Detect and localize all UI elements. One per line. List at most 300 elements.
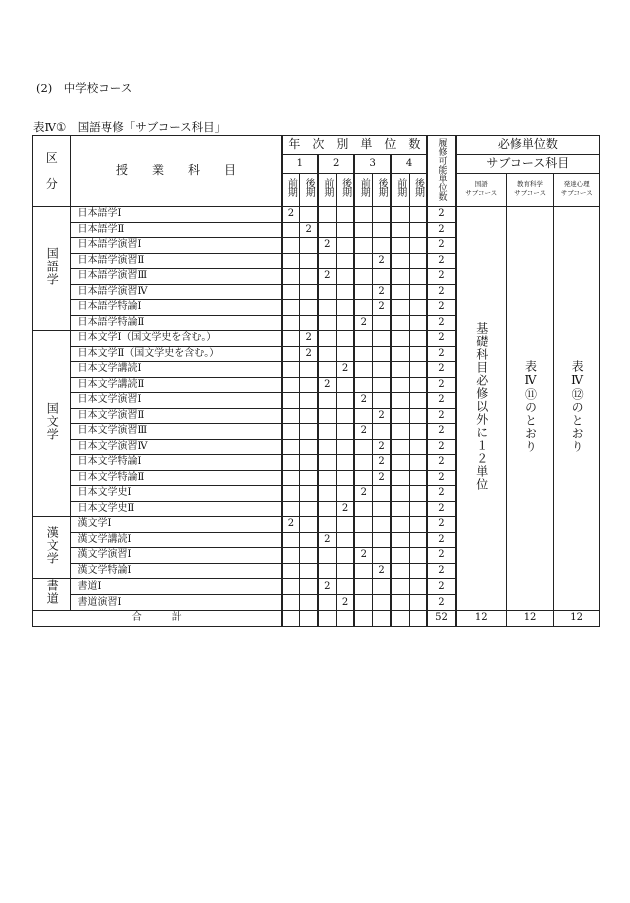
term-credit [409,424,427,440]
term-credit [336,393,354,409]
subcourse-header: サブコース科目 [456,154,600,173]
table-row [33,207,600,223]
term-credit [354,253,372,269]
total-possible: 52 [427,611,455,627]
note-kyoiku: 表Ⅳ⑪のとおり [506,207,554,611]
subject-name: 日本文学講読Ⅱ [71,377,282,393]
term-credit [300,393,318,409]
term-credit: 2 [373,455,391,471]
subject-name: 漢文学講読Ⅰ [71,532,282,548]
term-credit [354,269,372,285]
subcourse-kokugo: 国語 サブコース [456,173,507,206]
term-credit [318,393,336,409]
term-credit [391,269,409,285]
term-credit [282,470,300,486]
note-kokugo: 基礎科目必修以外に１２単位 [456,207,507,611]
term-credit [409,284,427,300]
term-credit [354,222,372,238]
total-required: 12 [506,611,554,627]
term-second: 後期 [336,173,354,206]
term-credit [391,439,409,455]
possible-credits: 2 [427,595,455,611]
term-first: 前期 [282,173,300,206]
subject-name: 日本語学演習Ⅰ [71,238,282,254]
term-credit [282,300,300,316]
subject-name: 日本語学演習Ⅲ [71,269,282,285]
possible-credits: 2 [427,470,455,486]
term-credit [409,222,427,238]
term-credit [391,315,409,331]
term-credit [318,548,336,564]
term-credit [336,548,354,564]
term-credit [300,455,318,471]
term-credit [300,362,318,378]
possible-credits: 2 [427,548,455,564]
term-credit: 2 [373,563,391,579]
term-credit [318,595,336,611]
possible-credits: 2 [427,269,455,285]
term-credit [282,563,300,579]
subject-name: 日本語学Ⅱ [71,222,282,238]
subject-name: 日本文学講読Ⅰ [71,362,282,378]
term-second: 後期 [300,173,318,206]
term-credit [373,222,391,238]
year-4: 4 [391,154,427,173]
year-group-header: 年 次 別 単 位 数 [282,136,428,155]
term-credit [300,315,318,331]
term-credit [300,470,318,486]
total-required: 12 [456,611,507,627]
term-credit [318,362,336,378]
term-credit [391,470,409,486]
possible-credits: 2 [427,238,455,254]
term-second: 後期 [409,173,427,206]
term-credit [336,439,354,455]
term-credit [336,238,354,254]
category-header: 区 分 [33,136,71,207]
term-credit [318,222,336,238]
term-credit [336,207,354,223]
term-credit [300,579,318,595]
total-row [33,611,600,627]
note-hattatsu: 表Ⅳ⑫のとおり [554,207,600,611]
year-2: 2 [318,154,354,173]
term-credit [409,377,427,393]
term-credit [354,238,372,254]
term-credit: 2 [336,362,354,378]
term-credit: 2 [354,393,372,409]
term-credit: 2 [300,346,318,362]
possible-credits: 2 [427,315,455,331]
term-credit [409,455,427,471]
total-term-empty [300,611,318,627]
term-credit [354,377,372,393]
possible-credits: 2 [427,222,455,238]
term-credit: 2 [373,300,391,316]
term-credit [300,284,318,300]
term-credit [354,470,372,486]
term-credit [282,501,300,517]
term-credit [282,439,300,455]
term-credit [300,517,318,533]
possible-credits: 2 [427,284,455,300]
possible-credits: 2 [427,439,455,455]
term-credit [391,486,409,502]
total-term-empty [318,611,336,627]
term-credit [318,439,336,455]
subject-name: 日本文学特論Ⅱ [71,470,282,486]
term-credit [354,563,372,579]
term-credit: 2 [318,238,336,254]
term-first: 前期 [354,173,372,206]
term-credit [373,315,391,331]
term-credit [373,207,391,223]
total-term-empty [391,611,409,627]
term-credit: 2 [373,470,391,486]
term-credit [373,377,391,393]
term-credit [409,548,427,564]
term-credit [282,269,300,285]
term-credit [300,269,318,285]
term-credit [391,346,409,362]
term-credit [391,300,409,316]
subcourse-hattatsu: 発達心理 サブコース [554,173,600,206]
term-credit [318,517,336,533]
subject-name: 書道Ⅰ [71,579,282,595]
term-credit [373,595,391,611]
term-credit [336,253,354,269]
term-credit [336,284,354,300]
term-credit [300,424,318,440]
possible-credits: 2 [427,207,455,223]
term-credit: 2 [318,377,336,393]
term-credit [318,424,336,440]
term-credit [282,253,300,269]
term-credit [354,346,372,362]
category-cell: 書道 [33,579,71,611]
total-term-empty [373,611,391,627]
term-credit [300,408,318,424]
possible-credits: 2 [427,455,455,471]
term-credit [354,362,372,378]
term-credit: 2 [318,269,336,285]
subject-header: 授 業 科 目 [71,136,282,207]
term-credit [391,548,409,564]
term-credit [282,424,300,440]
term-credit [300,486,318,502]
term-credit [336,424,354,440]
subject-name: 日本文学特論Ⅰ [71,455,282,471]
possible-credits: 2 [427,532,455,548]
subject-name: 書道演習Ⅰ [71,595,282,611]
term-credit [318,486,336,502]
term-credit [336,455,354,471]
term-credit: 2 [373,408,391,424]
term-credit [282,362,300,378]
term-credit [318,253,336,269]
term-credit [409,207,427,223]
term-credit: 2 [318,532,336,548]
term-credit [409,315,427,331]
term-credit [409,579,427,595]
term-credit [318,470,336,486]
term-credit [373,532,391,548]
term-credit [300,439,318,455]
term-credit [391,424,409,440]
term-credit [354,331,372,347]
term-credit [282,346,300,362]
term-credit [300,253,318,269]
total-term-empty [409,611,427,627]
subject-name: 日本文学演習Ⅳ [71,439,282,455]
term-credit [354,517,372,533]
term-credit [282,393,300,409]
possible-credits: 2 [427,300,455,316]
term-credit [409,300,427,316]
term-credit [391,532,409,548]
subject-name: 日本文学史Ⅰ [71,486,282,502]
term-credit [336,532,354,548]
subject-name: 日本語学特論Ⅰ [71,300,282,316]
term-credit: 2 [354,424,372,440]
term-credit [409,470,427,486]
term-credit: 2 [318,579,336,595]
term-credit [282,315,300,331]
subject-name: 日本文学演習Ⅱ [71,408,282,424]
term-credit [373,548,391,564]
term-credit [336,517,354,533]
term-credit [409,517,427,533]
term-credit [373,331,391,347]
term-credit [336,408,354,424]
term-credit: 2 [300,222,318,238]
subject-name: 日本語学Ⅰ [71,207,282,223]
term-credit [391,331,409,347]
term-credit [391,579,409,595]
subject-name: 日本文学演習Ⅰ [71,393,282,409]
possible-credits: 2 [427,346,455,362]
category-cell: 国語学 [33,207,71,331]
term-credit [391,253,409,269]
term-credit [282,331,300,347]
possible-credits: 2 [427,393,455,409]
term-credit [409,346,427,362]
possible-credits-header: 履修可能単位数 [427,136,455,207]
term-credit [373,501,391,517]
term-credit [282,284,300,300]
possible-credits: 2 [427,331,455,347]
possible-credits: 2 [427,486,455,502]
possible-credits: 2 [427,563,455,579]
term-first: 前期 [318,173,336,206]
term-credit [391,284,409,300]
term-credit [354,455,372,471]
term-credit [354,284,372,300]
term-credit: 2 [373,439,391,455]
term-credit [409,532,427,548]
term-credit [282,532,300,548]
term-credit [373,424,391,440]
term-credit [318,207,336,223]
subject-name: 日本文学史Ⅱ [71,501,282,517]
term-credit [391,408,409,424]
term-credit [391,362,409,378]
curriculum-table [32,135,600,627]
term-credit [318,501,336,517]
section-heading: (2) 中学校コース [36,81,133,95]
term-credit [282,455,300,471]
total-term-empty [354,611,372,627]
term-credit [336,377,354,393]
term-credit [354,207,372,223]
term-credit [282,579,300,595]
term-credit [409,238,427,254]
subject-name: 日本語学演習Ⅳ [71,284,282,300]
term-credit [409,362,427,378]
term-credit [318,563,336,579]
term-credit [391,563,409,579]
subject-name: 日本語学特論Ⅱ [71,315,282,331]
term-credit [300,501,318,517]
term-credit: 2 [336,595,354,611]
term-credit [336,315,354,331]
term-credit [282,222,300,238]
term-credit [336,486,354,502]
possible-credits: 2 [427,362,455,378]
subject-name: 漢文学特論Ⅰ [71,563,282,579]
year-1: 1 [282,154,318,173]
term-credit [409,253,427,269]
term-credit: 2 [354,548,372,564]
subject-name: 日本文学Ⅱ（国文学史を含む。） [71,346,282,362]
term-credit [300,532,318,548]
subject-name: 漢文学Ⅰ [71,517,282,533]
term-credit: 2 [282,517,300,533]
term-credit [354,532,372,548]
term-credit: 2 [282,207,300,223]
term-credit [318,284,336,300]
term-credit [300,563,318,579]
total-label: 合 計 [33,611,282,627]
term-credit [391,517,409,533]
term-credit [391,207,409,223]
term-credit [391,377,409,393]
term-credit [300,207,318,223]
term-credit [409,486,427,502]
term-credit [354,501,372,517]
category-cell: 漢文学 [33,517,71,579]
term-credit [300,300,318,316]
term-credit: 2 [373,253,391,269]
subject-name: 漢文学演習Ⅰ [71,548,282,564]
term-credit [336,269,354,285]
term-first: 前期 [391,173,409,206]
term-credit [373,393,391,409]
term-credit [409,439,427,455]
total-required: 12 [554,611,600,627]
possible-credits: 2 [427,424,455,440]
term-credit: 2 [300,331,318,347]
possible-credits: 2 [427,517,455,533]
possible-credits: 2 [427,501,455,517]
term-credit [373,486,391,502]
term-credit: 2 [354,486,372,502]
term-credit [409,563,427,579]
term-credit [391,393,409,409]
term-second: 後期 [373,173,391,206]
term-credit [282,486,300,502]
term-credit [354,579,372,595]
possible-credits: 2 [427,377,455,393]
term-credit: 2 [354,315,372,331]
term-credit [391,222,409,238]
term-credit [354,408,372,424]
term-credit [409,393,427,409]
term-credit [336,346,354,362]
term-credit [318,455,336,471]
term-credit [282,238,300,254]
term-credit [318,331,336,347]
term-credit [282,548,300,564]
term-credit [282,377,300,393]
term-credit [409,269,427,285]
term-credit [282,595,300,611]
term-credit [336,470,354,486]
term-credit: 2 [373,284,391,300]
total-term-empty [336,611,354,627]
term-credit [318,315,336,331]
subcourse-kyoiku: 教育科学 サブコース [506,173,554,206]
term-credit [336,300,354,316]
term-credit [354,439,372,455]
term-credit [391,595,409,611]
term-credit [373,579,391,595]
term-credit [318,408,336,424]
term-credit [391,238,409,254]
subject-name: 日本語学演習Ⅱ [71,253,282,269]
term-credit [373,238,391,254]
term-credit [373,269,391,285]
term-credit [354,595,372,611]
term-credit [391,455,409,471]
term-credit [409,408,427,424]
term-credit [409,501,427,517]
term-credit: 2 [336,501,354,517]
term-credit [282,408,300,424]
term-credit [318,300,336,316]
term-credit [300,377,318,393]
term-credit [336,579,354,595]
required-header: 必修単位数 [456,136,600,155]
term-credit [336,222,354,238]
term-credit [336,563,354,579]
possible-credits: 2 [427,579,455,595]
term-credit [300,595,318,611]
term-credit [409,331,427,347]
term-credit [391,501,409,517]
term-credit [336,331,354,347]
term-credit [373,362,391,378]
term-credit [373,346,391,362]
header-row-1 [33,136,600,155]
subject-name: 日本文学演習Ⅲ [71,424,282,440]
possible-credits: 2 [427,408,455,424]
term-credit [300,238,318,254]
term-credit [409,595,427,611]
year-3: 3 [354,154,390,173]
subject-name: 日本文学Ⅰ（国文学史を含む。） [71,331,282,347]
term-credit [300,548,318,564]
